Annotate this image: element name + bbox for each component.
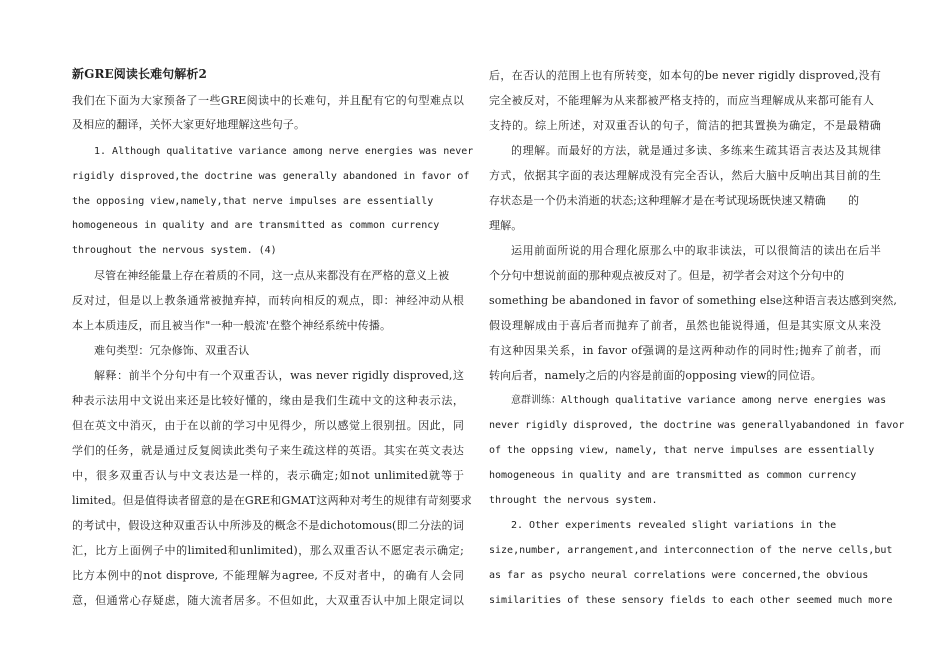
example-sentence-line: throughout the nervous system. (4) <box>72 245 277 256</box>
explanation-line: 但在英文中消灭，由于在以前的学习中见得少，所以感觉上很别扭。因此，同 <box>72 419 464 432</box>
example-sentence-line: as far as psycho neural correlations were concerned,the obvious <box>489 570 869 581</box>
translation-line: 尽管在神经能量上存在着质的不同，这一点从来都没有在严格的意义上被 <box>94 269 450 282</box>
example-sentence-line: rigidly disproved,the doctrine was generally abandoned in favor of <box>72 171 470 182</box>
explanation-line: 中，很多双重否认与中文表达是一样的，表示确定;如not unlimited就等于 <box>72 469 464 482</box>
explanation-line: 的考试中，假设这种双重否认中所涉及的概念不是dichotomous(即二分法的词 <box>72 519 464 532</box>
explanation-line: 方式，依据其字面的表达理解成没有完全否认，然后大脑中反响出其目前的生 <box>489 169 881 182</box>
chunk-training-line: throught the nervous system. <box>489 495 658 506</box>
example-sentence-line: size,number, arrangement,and interconnection of the nerve cells,but <box>489 545 893 556</box>
document-title: 新GRE阅读长难句解析2 <box>72 67 207 81</box>
explanation-line: 学们的任务，就是通过反复阅读此类句子来生疏这样的英语。其实在英文表达 <box>72 444 464 457</box>
explanation-line: 转向后者，namely之后的内容是前面的opposing view的同位语。 <box>489 369 822 382</box>
explanation-line: something be abandoned in favor of something else这种语言表达感到突然, <box>489 294 897 307</box>
explanation-line: 假设理解成由于喜后者而抛弃了前者，虽然也能说得通，但是其实原文从来没 <box>489 319 881 332</box>
explanation-line: 运用前面所说的用合理化原那么中的取非读法，可以很简洁的读出在后半 <box>511 244 881 257</box>
example-sentence-line: similarities of these sensory fields to each other seemed much more <box>489 595 893 606</box>
explanation-line: 意，但通常心存疑虑，随大流者居多。不但如此，大双重否认中加上限定词以 <box>72 594 464 607</box>
explanation-line: 解释：前半个分句中有一个双重否认，was never rigidly disproved,这 <box>94 369 464 382</box>
example-sentence-line: the opposing view,namely,that nerve impulses are essentially <box>72 196 434 207</box>
explanation-line: 的理解。而最好的方法，就是通过多读、多练来生疏其语言表达及其规律 <box>511 144 881 157</box>
translation-line: 本上本质违反，而且被当作"一种一般流'在整个神经系统中传播。 <box>72 319 392 332</box>
chunk-training-line: of the oppsing view, namely, that nerve impulses are essentially <box>489 445 875 456</box>
example-sentence-line: homogeneous in quality and are transmitted as common currency <box>72 220 440 231</box>
explanation-line: 有这种因果关系，in favor of强调的是这两种动作的同时性;抛弃了前者，而 <box>489 344 881 357</box>
example-sentence-line: 2. Other experiments revealed slight variations in the <box>511 520 837 531</box>
explanation-line: 后，在否认的范围上也有所转变，如本句的be never rigidly disproved,没有 <box>489 69 881 82</box>
explanation-line: 理解。 <box>489 219 523 232</box>
sentence-type-label: 难句类型：冗杂修饰、双重否认 <box>94 344 250 357</box>
intro-line: 我们在下面为大家预备了一些GRE阅读中的长难句，并且配有它的句型难点以 <box>72 94 464 107</box>
translation-line: 反对过，但是以上教条通常被抛弃掉，而转向相反的观点，即：神经冲动从根 <box>72 294 464 307</box>
explanation-line: 汇，比方上面例子中的limited和unlimited)，那么双重否认不愿定表示确定; <box>72 544 464 557</box>
chunk-training-line: never rigidly disproved, the doctrine was generallyabandoned in favor <box>489 420 905 431</box>
chunk-training-line: 意群训练：Although qualitative variance among nerve energies was <box>511 395 887 406</box>
explanation-line: 种表示法用中文说出来还是比较好懂的，缘由是我们生疏中文的这种表示法， <box>72 394 464 407</box>
explanation-line: limited。但是值得读者留意的是在GRE和GMAT这两种对考生的规律有苛刻要求 <box>72 494 472 507</box>
explanation-line: 支持的。综上所述，对双重否认的句子，简洁的把其置换为确定，不是最精确 <box>489 119 881 132</box>
explanation-line: 个分句中想说前面的那种观点被反对了。但是，初学者会对这个分句中的 <box>489 269 845 282</box>
example-sentence-line: 1. Although qualitative variance among nerve energies was never <box>94 146 474 157</box>
chunk-training-line: homogeneous in quality and are transmitted as common currency <box>489 470 857 481</box>
intro-line: 及相应的翻译，关怀大家更好地理解这些句子。 <box>72 118 306 131</box>
explanation-line: 比方本例中的not disprove, 不能理解为agree, 不反对者中，的确有人会同 <box>72 569 464 582</box>
explanation-line: 存状态是一个仍未消逝的状态;这种理解才是在考试现场既快速又精确 的 <box>489 194 860 207</box>
explanation-line: 完全被反对，不能理解为从来都被严格支持的，而应当理解成从来都可能有人 <box>489 94 874 107</box>
